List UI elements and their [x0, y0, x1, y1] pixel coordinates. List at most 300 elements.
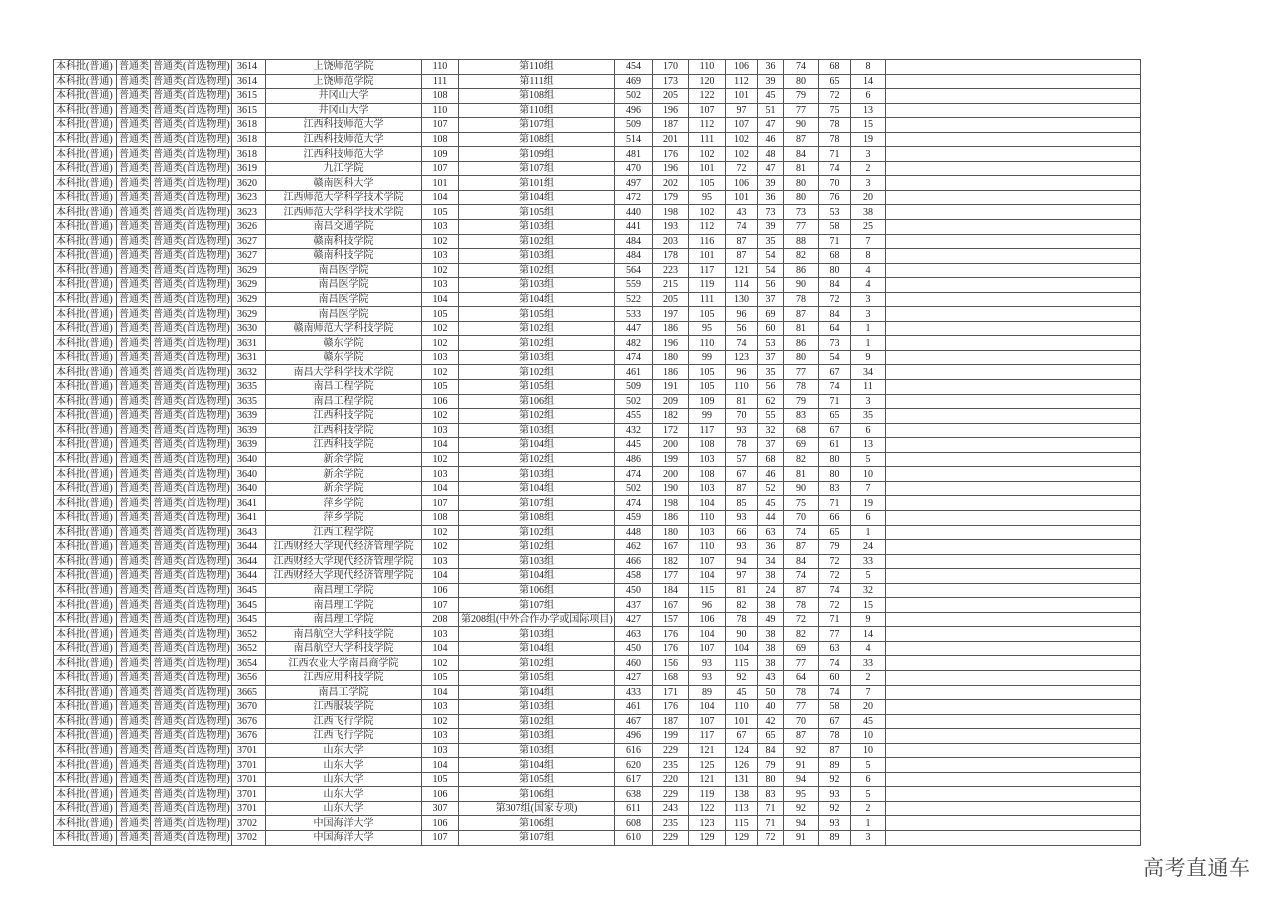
- cell-batch: 本科批(普通): [54, 670, 117, 685]
- cell-value-5: 72: [758, 830, 784, 845]
- cell-value-7: 75: [819, 103, 851, 118]
- cell-value-2: 229: [653, 743, 689, 758]
- cell-value-7: 80: [819, 263, 851, 278]
- table-row: [54, 220, 1141, 235]
- cell-subject-track: 普通类(首选物理): [151, 816, 232, 831]
- cell-value-4: 110: [726, 380, 758, 395]
- cell-school-code: 3665: [232, 685, 266, 700]
- table-row: [54, 787, 1141, 802]
- cell-value-4: 101: [726, 89, 758, 104]
- cell-school-code: 3670: [232, 700, 266, 715]
- cell-group-code: 107: [422, 118, 459, 133]
- cell-group-name: 第105组: [459, 205, 615, 220]
- cell-subject-track: 普通类(首选物理): [151, 307, 232, 322]
- cell-value-2: 182: [653, 554, 689, 569]
- cell-blank: [886, 598, 1141, 613]
- cell-value-4: 106: [726, 176, 758, 191]
- cell-value-8: 5: [851, 787, 886, 802]
- cell-value-6: 87: [784, 583, 819, 598]
- cell-batch: 本科批(普通): [54, 438, 117, 453]
- cell-value-4: 93: [726, 423, 758, 438]
- cell-value-5: 44: [758, 510, 784, 525]
- cell-value-7: 79: [819, 540, 851, 555]
- cell-school-code: 3623: [232, 190, 266, 205]
- cell-value-7: 93: [819, 787, 851, 802]
- cell-value-3: 96: [689, 598, 726, 613]
- table-row: [54, 830, 1141, 845]
- cell-school-name: 赣南医科大学: [266, 176, 422, 191]
- cell-school-code: 3652: [232, 641, 266, 656]
- cell-group-code: 104: [422, 569, 459, 584]
- cell-value-7: 78: [819, 729, 851, 744]
- cell-value-8: 25: [851, 220, 886, 235]
- cell-category: 普通类: [117, 525, 151, 540]
- table-row: [54, 321, 1141, 336]
- cell-value-2: 229: [653, 830, 689, 845]
- cell-school-name: 九江学院: [266, 161, 422, 176]
- cell-category: 普通类: [117, 394, 151, 409]
- cell-school-code: 3701: [232, 801, 266, 816]
- cell-school-code: 3676: [232, 714, 266, 729]
- cell-value-4: 72: [726, 161, 758, 176]
- cell-value-6: 79: [784, 89, 819, 104]
- table-body: [54, 60, 1141, 846]
- table-row: [54, 612, 1141, 627]
- cell-blank: [886, 612, 1141, 627]
- cell-group-name: 第104组: [459, 758, 615, 773]
- cell-subject-track: 普通类(首选物理): [151, 612, 232, 627]
- cell-value-1: 455: [615, 409, 653, 424]
- cell-blank: [886, 758, 1141, 773]
- cell-school-code: 3644: [232, 554, 266, 569]
- cell-subject-track: 普通类(首选物理): [151, 409, 232, 424]
- cell-value-7: 53: [819, 205, 851, 220]
- cell-value-3: 95: [689, 321, 726, 336]
- cell-category: 普通类: [117, 307, 151, 322]
- cell-category: 普通类: [117, 350, 151, 365]
- cell-value-2: 176: [653, 627, 689, 642]
- cell-value-1: 509: [615, 118, 653, 133]
- cell-category: 普通类: [117, 583, 151, 598]
- cell-group-name: 第104组: [459, 438, 615, 453]
- cell-school-code: 3618: [232, 132, 266, 147]
- cell-value-4: 57: [726, 452, 758, 467]
- cell-category: 普通类: [117, 758, 151, 773]
- cell-blank: [886, 161, 1141, 176]
- cell-category: 普通类: [117, 700, 151, 715]
- cell-value-6: 88: [784, 234, 819, 249]
- cell-value-8: 14: [851, 74, 886, 89]
- cell-subject-track: 普通类(首选物理): [151, 438, 232, 453]
- cell-group-code: 107: [422, 598, 459, 613]
- cell-value-6: 87: [784, 729, 819, 744]
- cell-value-5: 24: [758, 583, 784, 598]
- cell-group-code: 105: [422, 380, 459, 395]
- cell-blank: [886, 656, 1141, 671]
- cell-value-5: 40: [758, 700, 784, 715]
- cell-school-code: 3632: [232, 365, 266, 380]
- table-row: [54, 438, 1141, 453]
- cell-value-6: 75: [784, 496, 819, 511]
- cell-group-code: 105: [422, 307, 459, 322]
- cell-school-code: 3620: [232, 176, 266, 191]
- cell-group-name: 第107组: [459, 118, 615, 133]
- cell-batch: 本科批(普通): [54, 598, 117, 613]
- cell-group-name: 第102组: [459, 452, 615, 467]
- cell-value-4: 110: [726, 700, 758, 715]
- cell-value-6: 95: [784, 787, 819, 802]
- table-row: [54, 569, 1141, 584]
- cell-value-8: 3: [851, 394, 886, 409]
- cell-blank: [886, 830, 1141, 845]
- cell-value-1: 502: [615, 481, 653, 496]
- cell-value-5: 36: [758, 540, 784, 555]
- cell-value-5: 38: [758, 598, 784, 613]
- cell-subject-track: 普通类(首选物理): [151, 758, 232, 773]
- cell-value-4: 87: [726, 481, 758, 496]
- cell-value-5: 52: [758, 481, 784, 496]
- cell-category: 普通类: [117, 772, 151, 787]
- cell-batch: 本科批(普通): [54, 321, 117, 336]
- cell-value-4: 102: [726, 147, 758, 162]
- cell-group-code: 102: [422, 714, 459, 729]
- cell-value-7: 87: [819, 743, 851, 758]
- cell-batch: 本科批(普通): [54, 743, 117, 758]
- cell-category: 普通类: [117, 627, 151, 642]
- table-row: [54, 118, 1141, 133]
- cell-blank: [886, 60, 1141, 75]
- cell-batch: 本科批(普通): [54, 510, 117, 525]
- cell-subject-track: 普通类(首选物理): [151, 670, 232, 685]
- cell-school-code: 3629: [232, 263, 266, 278]
- cell-value-6: 79: [784, 394, 819, 409]
- cell-value-1: 559: [615, 278, 653, 293]
- cell-blank: [886, 74, 1141, 89]
- cell-value-7: 60: [819, 670, 851, 685]
- cell-value-8: 3: [851, 307, 886, 322]
- cell-subject-track: 普通类(首选物理): [151, 147, 232, 162]
- cell-school-code: 3635: [232, 394, 266, 409]
- cell-group-code: 102: [422, 365, 459, 380]
- cell-value-4: 85: [726, 496, 758, 511]
- cell-value-5: 79: [758, 758, 784, 773]
- cell-category: 普通类: [117, 481, 151, 496]
- cell-batch: 本科批(普通): [54, 234, 117, 249]
- cell-value-1: 450: [615, 583, 653, 598]
- cell-value-2: 198: [653, 496, 689, 511]
- cell-category: 普通类: [117, 656, 151, 671]
- cell-value-1: 447: [615, 321, 653, 336]
- cell-value-7: 93: [819, 816, 851, 831]
- cell-group-code: 106: [422, 394, 459, 409]
- cell-batch: 本科批(普通): [54, 481, 117, 496]
- cell-group-code: 103: [422, 554, 459, 569]
- cell-batch: 本科批(普通): [54, 569, 117, 584]
- cell-school-name: 江西科技学院: [266, 438, 422, 453]
- cell-value-2: 215: [653, 278, 689, 293]
- cell-value-3: 117: [689, 423, 726, 438]
- cell-subject-track: 普通类(首选物理): [151, 510, 232, 525]
- cell-value-5: 43: [758, 670, 784, 685]
- cell-value-5: 51: [758, 103, 784, 118]
- cell-blank: [886, 787, 1141, 802]
- cell-value-5: 38: [758, 656, 784, 671]
- cell-group-name: 第105组: [459, 772, 615, 787]
- cell-value-2: 198: [653, 205, 689, 220]
- cell-value-8: 3: [851, 147, 886, 162]
- cell-value-7: 67: [819, 365, 851, 380]
- cell-value-2: 172: [653, 423, 689, 438]
- cell-value-7: 89: [819, 758, 851, 773]
- cell-value-8: 14: [851, 627, 886, 642]
- cell-value-2: 199: [653, 452, 689, 467]
- cell-value-8: 7: [851, 234, 886, 249]
- cell-value-4: 78: [726, 612, 758, 627]
- cell-value-1: 469: [615, 74, 653, 89]
- cell-value-3: 108: [689, 467, 726, 482]
- cell-school-name: 新余学院: [266, 452, 422, 467]
- cell-subject-track: 普通类(首选物理): [151, 220, 232, 235]
- cell-value-5: 45: [758, 89, 784, 104]
- cell-group-name: 第103组: [459, 249, 615, 264]
- cell-value-4: 67: [726, 729, 758, 744]
- cell-value-2: 176: [653, 147, 689, 162]
- table-row: [54, 336, 1141, 351]
- cell-subject-track: 普通类(首选物理): [151, 801, 232, 816]
- cell-value-8: 38: [851, 205, 886, 220]
- cell-value-1: 484: [615, 234, 653, 249]
- cell-subject-track: 普通类(首选物理): [151, 540, 232, 555]
- cell-value-1: 466: [615, 554, 653, 569]
- cell-school-name: 南昌工程学院: [266, 394, 422, 409]
- cell-group-code: 104: [422, 685, 459, 700]
- cell-value-1: 445: [615, 438, 653, 453]
- cell-value-1: 463: [615, 627, 653, 642]
- table-row: [54, 132, 1141, 147]
- cell-value-6: 80: [784, 350, 819, 365]
- cell-value-5: 36: [758, 190, 784, 205]
- cell-value-2: 193: [653, 220, 689, 235]
- cell-value-2: 200: [653, 467, 689, 482]
- cell-school-name: 南昌医学院: [266, 278, 422, 293]
- cell-value-7: 74: [819, 161, 851, 176]
- cell-value-3: 122: [689, 801, 726, 816]
- cell-blank: [886, 103, 1141, 118]
- cell-value-3: 110: [689, 540, 726, 555]
- cell-blank: [886, 467, 1141, 482]
- cell-school-code: 3635: [232, 380, 266, 395]
- cell-batch: 本科批(普通): [54, 205, 117, 220]
- cell-subject-track: 普通类(首选物理): [151, 190, 232, 205]
- cell-value-2: 170: [653, 60, 689, 75]
- cell-school-name: 山东大学: [266, 787, 422, 802]
- cell-school-name: 中国海洋大学: [266, 830, 422, 845]
- cell-group-code: 105: [422, 205, 459, 220]
- cell-category: 普通类: [117, 496, 151, 511]
- cell-value-1: 484: [615, 249, 653, 264]
- cell-value-1: 616: [615, 743, 653, 758]
- cell-group-name: 第108组: [459, 89, 615, 104]
- cell-value-7: 71: [819, 234, 851, 249]
- cell-value-3: 123: [689, 816, 726, 831]
- cell-blank: [886, 729, 1141, 744]
- cell-value-3: 101: [689, 249, 726, 264]
- cell-school-name: 江西科技师范大学: [266, 118, 422, 133]
- cell-category: 普通类: [117, 278, 151, 293]
- cell-value-8: 3: [851, 292, 886, 307]
- cell-blank: [886, 816, 1141, 831]
- cell-category: 普通类: [117, 74, 151, 89]
- cell-blank: [886, 205, 1141, 220]
- cell-value-7: 68: [819, 60, 851, 75]
- cell-group-name: 第103组: [459, 743, 615, 758]
- cell-value-1: 474: [615, 496, 653, 511]
- cell-value-2: 229: [653, 787, 689, 802]
- cell-value-8: 10: [851, 467, 886, 482]
- cell-value-6: 74: [784, 60, 819, 75]
- table-row: [54, 394, 1141, 409]
- cell-value-2: 203: [653, 234, 689, 249]
- cell-blank: [886, 190, 1141, 205]
- cell-category: 普通类: [117, 510, 151, 525]
- cell-value-6: 94: [784, 772, 819, 787]
- table-row: [54, 365, 1141, 380]
- cell-category: 普通类: [117, 467, 151, 482]
- cell-blank: [886, 452, 1141, 467]
- cell-value-7: 80: [819, 452, 851, 467]
- cell-value-4: 112: [726, 74, 758, 89]
- cell-value-4: 92: [726, 670, 758, 685]
- cell-blank: [886, 496, 1141, 511]
- cell-group-code: 104: [422, 190, 459, 205]
- cell-blank: [886, 569, 1141, 584]
- table-row: [54, 685, 1141, 700]
- cell-value-3: 129: [689, 830, 726, 845]
- cell-group-name: 第106组: [459, 583, 615, 598]
- cell-subject-track: 普通类(首选物理): [151, 380, 232, 395]
- cell-school-code: 3654: [232, 656, 266, 671]
- cell-value-2: 235: [653, 816, 689, 831]
- table-row: [54, 350, 1141, 365]
- cell-blank: [886, 365, 1141, 380]
- cell-value-4: 114: [726, 278, 758, 293]
- cell-subject-track: 普通类(首选物理): [151, 176, 232, 191]
- cell-value-6: 90: [784, 278, 819, 293]
- table-row: [54, 801, 1141, 816]
- cell-school-code: 3627: [232, 234, 266, 249]
- cell-subject-track: 普通类(首选物理): [151, 263, 232, 278]
- cell-value-1: 638: [615, 787, 653, 802]
- cell-category: 普通类: [117, 263, 151, 278]
- table-row: [54, 772, 1141, 787]
- cell-value-6: 87: [784, 132, 819, 147]
- cell-school-name: 江西师范大学科学技术学院: [266, 205, 422, 220]
- cell-value-4: 124: [726, 743, 758, 758]
- cell-group-name: 第102组: [459, 263, 615, 278]
- cell-school-code: 3618: [232, 118, 266, 133]
- cell-value-5: 37: [758, 438, 784, 453]
- cell-value-8: 32: [851, 583, 886, 598]
- cell-value-5: 39: [758, 74, 784, 89]
- table-row: [54, 554, 1141, 569]
- cell-value-8: 8: [851, 249, 886, 264]
- cell-group-code: 105: [422, 772, 459, 787]
- cell-group-code: 102: [422, 234, 459, 249]
- cell-value-1: 502: [615, 89, 653, 104]
- cell-blank: [886, 641, 1141, 656]
- cell-value-1: 482: [615, 336, 653, 351]
- cell-batch: 本科批(普通): [54, 452, 117, 467]
- cell-value-8: 5: [851, 569, 886, 584]
- cell-batch: 本科批(普通): [54, 830, 117, 845]
- cell-value-4: 90: [726, 627, 758, 642]
- table-row: [54, 147, 1141, 162]
- cell-blank: [886, 350, 1141, 365]
- cell-group-name: 第103组: [459, 729, 615, 744]
- cell-value-4: 123: [726, 350, 758, 365]
- cell-blank: [886, 220, 1141, 235]
- cell-batch: 本科批(普通): [54, 292, 117, 307]
- cell-value-1: 441: [615, 220, 653, 235]
- cell-value-1: 514: [615, 132, 653, 147]
- cell-value-4: 82: [726, 598, 758, 613]
- cell-batch: 本科批(普通): [54, 147, 117, 162]
- cell-subject-track: 普通类(首选物理): [151, 118, 232, 133]
- cell-value-6: 69: [784, 641, 819, 656]
- cell-value-1: 474: [615, 350, 653, 365]
- cell-value-6: 94: [784, 816, 819, 831]
- cell-value-6: 73: [784, 205, 819, 220]
- cell-value-4: 126: [726, 758, 758, 773]
- cell-value-2: 180: [653, 525, 689, 540]
- cell-value-6: 78: [784, 380, 819, 395]
- cell-school-name: 山东大学: [266, 772, 422, 787]
- cell-value-6: 81: [784, 467, 819, 482]
- cell-value-7: 61: [819, 438, 851, 453]
- cell-subject-track: 普通类(首选物理): [151, 292, 232, 307]
- cell-value-2: 199: [653, 729, 689, 744]
- cell-value-3: 121: [689, 743, 726, 758]
- watermark-text: 高考直通车: [1143, 857, 1251, 880]
- cell-value-4: 93: [726, 510, 758, 525]
- cell-value-4: 113: [726, 801, 758, 816]
- cell-group-code: 103: [422, 467, 459, 482]
- cell-value-5: 53: [758, 336, 784, 351]
- cell-group-name: 第103组: [459, 423, 615, 438]
- cell-subject-track: 普通类(首选物理): [151, 74, 232, 89]
- cell-value-8: 3: [851, 830, 886, 845]
- cell-school-name: 南昌航空大学科技学院: [266, 627, 422, 642]
- cell-value-5: 35: [758, 365, 784, 380]
- cell-value-4: 102: [726, 132, 758, 147]
- cell-category: 普通类: [117, 118, 151, 133]
- cell-subject-track: 普通类(首选物理): [151, 481, 232, 496]
- cell-group-code: 104: [422, 481, 459, 496]
- cell-value-8: 20: [851, 190, 886, 205]
- cell-group-code: 307: [422, 801, 459, 816]
- cell-school-code: 3645: [232, 583, 266, 598]
- cell-school-name: 赣东学院: [266, 350, 422, 365]
- cell-blank: [886, 394, 1141, 409]
- cell-value-7: 65: [819, 409, 851, 424]
- cell-value-7: 73: [819, 336, 851, 351]
- cell-group-code: 102: [422, 656, 459, 671]
- cell-value-3: 93: [689, 656, 726, 671]
- cell-batch: 本科批(普通): [54, 190, 117, 205]
- cell-value-7: 67: [819, 714, 851, 729]
- cell-group-name: 第102组: [459, 365, 615, 380]
- cell-value-6: 83: [784, 409, 819, 424]
